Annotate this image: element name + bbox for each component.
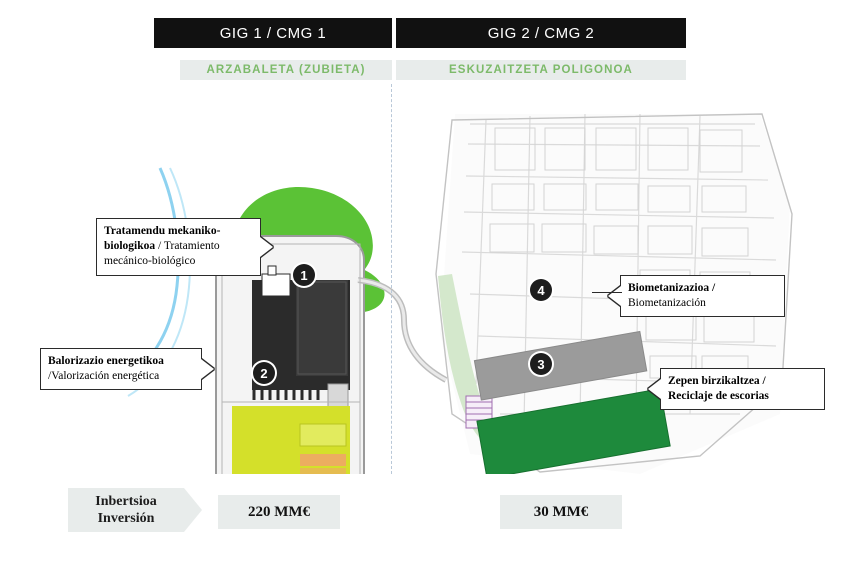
callout-energy-recovery — [40, 348, 202, 390]
callout-biomet-line1: Biometanizazioa / — [628, 282, 716, 294]
callout-mbt — [96, 218, 261, 276]
amount-gig-2: 30 MM€ — [500, 495, 622, 529]
callout-mbt-line2-row — [104, 239, 253, 254]
investment-label-eu: Inbertsioa — [95, 493, 157, 509]
badge-4[interactable]: 4 — [530, 279, 552, 301]
investment-label-es: Inversión — [97, 511, 155, 526]
amount-gig-1: 220 MM€ — [218, 495, 340, 529]
subtab-eskuzaitzeta: ESKUZAITZETA POLIGONOA — [396, 60, 686, 80]
callout-energy-line2: /Valorización energética — [48, 370, 160, 383]
section-divider — [391, 84, 392, 474]
leader-line-biomethanisation — [592, 292, 622, 293]
tab-gig-1[interactable]: GIG 1 / CMG 1 — [154, 18, 392, 48]
callout-biomet-line2: Biometanización — [628, 297, 706, 310]
building-1-mbt — [252, 266, 350, 410]
badge-1[interactable]: 1 — [293, 264, 315, 286]
callout-slag-line2: Reciclaje de escorias — [668, 390, 769, 403]
building-2-energy-recovery — [232, 406, 350, 474]
investment-label — [68, 488, 184, 532]
subtab-arzabaleta: ARZABALETA (ZUBIETA) — [180, 60, 392, 80]
callout-slag-recycling — [660, 368, 825, 410]
tab-gig-2[interactable]: GIG 2 / CMG 2 — [396, 18, 686, 48]
callout-mbt-line2: biologikoa — [104, 240, 156, 253]
badge-3[interactable]: 3 — [530, 353, 552, 375]
callout-mbt-line3: / Tratamiento — [155, 240, 220, 253]
investment-arrow-icon — [184, 488, 202, 532]
callout-slag-line1: Zepen birzikaltzea / — [668, 375, 766, 387]
callout-mbt-line1: Tratamendu mekaniko- — [104, 225, 221, 237]
callout-energy-line1: Balorizazio energetikoa — [48, 355, 164, 367]
callout-biomethanisation — [620, 275, 785, 317]
callout-mbt-line4: mecánico-biológico — [104, 255, 196, 268]
badge-2[interactable]: 2 — [253, 362, 275, 384]
